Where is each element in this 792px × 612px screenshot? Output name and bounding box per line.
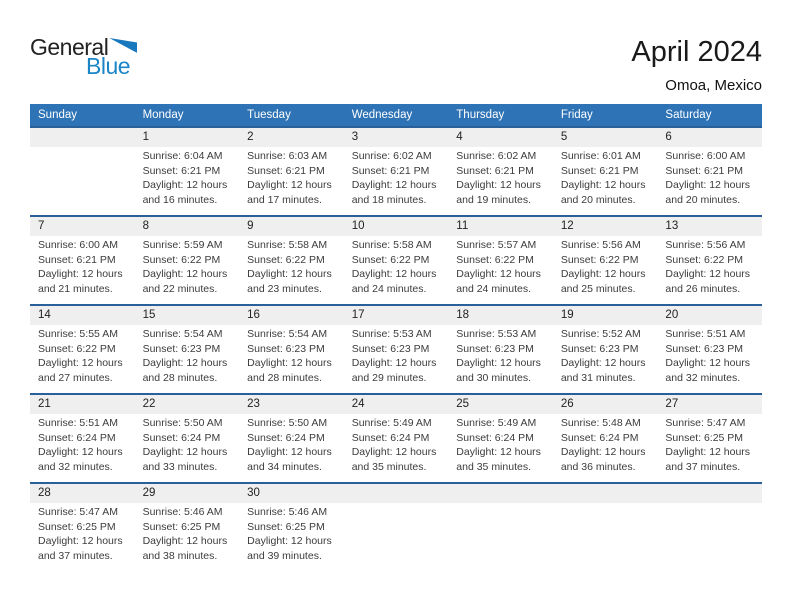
day-detail-line: Sunrise: 6:00 AM bbox=[38, 239, 118, 251]
day-cell-3 bbox=[344, 128, 449, 215]
day-cell-13 bbox=[657, 217, 762, 304]
weekday-header-friday: Friday bbox=[560, 109, 593, 121]
day-details bbox=[30, 147, 135, 215]
day-detail-line: Daylight: 12 hours bbox=[456, 357, 541, 369]
day-cell-11 bbox=[448, 217, 553, 304]
day-detail-line: Sunrise: 5:52 AM bbox=[560, 328, 641, 340]
day-detail-line: and 20 minutes. bbox=[665, 193, 741, 206]
day-cell-22 bbox=[135, 395, 240, 482]
day-cell-29 bbox=[135, 484, 240, 571]
day-detail-line: Sunset: 6:25 PM bbox=[665, 431, 744, 444]
day-cell-15 bbox=[135, 306, 240, 393]
day-detail-line: Sunset: 6:21 PM bbox=[351, 164, 430, 177]
day-details bbox=[448, 325, 553, 393]
day-details bbox=[344, 236, 449, 304]
day-number: 14 bbox=[30, 306, 135, 325]
day-detail-line: Sunset: 6:22 PM bbox=[560, 253, 639, 266]
empty-day-cell bbox=[657, 484, 762, 571]
day-detail-line: and 22 minutes. bbox=[142, 282, 218, 295]
day-detail-line: Sunrise: 6:02 AM bbox=[456, 150, 537, 162]
day-cell-20 bbox=[657, 306, 762, 393]
day-number bbox=[657, 484, 762, 503]
day-cell-12 bbox=[553, 217, 658, 304]
day-detail-line: and 27 minutes. bbox=[38, 371, 113, 384]
day-detail-line: Daylight: 12 hours bbox=[560, 357, 646, 369]
day-details bbox=[135, 503, 240, 571]
day-details bbox=[239, 236, 344, 304]
day-cell-14 bbox=[30, 306, 135, 393]
day-details bbox=[657, 503, 762, 571]
day-detail-line: and 18 minutes. bbox=[351, 193, 427, 206]
day-detail-line: Sunrise: 5:54 AM bbox=[142, 328, 223, 340]
day-detail-line: Sunset: 6:22 PM bbox=[665, 253, 744, 266]
day-detail-line: and 21 minutes. bbox=[38, 282, 113, 295]
day-detail-line: and 20 minutes. bbox=[560, 193, 636, 206]
day-detail-line: Sunrise: 5:53 AM bbox=[351, 328, 432, 340]
day-details bbox=[448, 414, 553, 482]
day-detail-line: Sunset: 6:22 PM bbox=[351, 253, 430, 266]
day-detail-line: and 17 minutes. bbox=[247, 193, 322, 206]
day-detail-line: and 30 minutes. bbox=[456, 371, 531, 384]
weekday-header-wednesday: Wednesday bbox=[351, 109, 413, 121]
title-block bbox=[631, 36, 762, 94]
day-detail-line: Sunrise: 5:56 AM bbox=[665, 239, 746, 251]
empty-day-cell bbox=[448, 484, 553, 571]
day-cell-7 bbox=[30, 217, 135, 304]
day-number bbox=[344, 484, 449, 503]
day-details bbox=[657, 325, 762, 393]
day-detail-line: Daylight: 12 hours bbox=[560, 268, 646, 280]
week-row bbox=[30, 482, 762, 571]
day-details bbox=[30, 503, 135, 571]
day-detail-line: Daylight: 12 hours bbox=[38, 535, 123, 547]
location-subtitle: Omoa, Mexico bbox=[665, 77, 762, 94]
day-number: 8 bbox=[135, 217, 240, 236]
week-row bbox=[30, 215, 762, 304]
day-detail-line: Sunrise: 6:00 AM bbox=[665, 150, 746, 162]
day-details bbox=[448, 147, 553, 215]
day-detail-line: Sunrise: 5:50 AM bbox=[247, 417, 328, 429]
day-details bbox=[30, 325, 135, 393]
day-details bbox=[553, 236, 658, 304]
day-detail-line: Sunset: 6:24 PM bbox=[247, 431, 325, 444]
day-number: 12 bbox=[553, 217, 658, 236]
day-cell-8 bbox=[135, 217, 240, 304]
day-detail-line: Sunrise: 5:51 AM bbox=[665, 328, 746, 340]
day-detail-line: and 39 minutes. bbox=[247, 549, 322, 562]
day-details bbox=[344, 503, 449, 571]
day-details bbox=[239, 147, 344, 215]
weekday-header-sunday: Sunday bbox=[38, 109, 78, 121]
day-details bbox=[30, 414, 135, 482]
day-detail-line: Sunrise: 5:54 AM bbox=[247, 328, 328, 340]
day-number bbox=[30, 128, 135, 147]
day-number: 10 bbox=[344, 217, 449, 236]
day-number: 27 bbox=[657, 395, 762, 414]
day-detail-line: Sunrise: 5:47 AM bbox=[665, 417, 746, 429]
calendar-grid bbox=[30, 104, 762, 571]
day-detail-line: and 26 minutes. bbox=[665, 282, 741, 295]
day-details bbox=[657, 414, 762, 482]
day-details bbox=[553, 147, 658, 215]
day-cell-23 bbox=[239, 395, 344, 482]
day-number: 25 bbox=[448, 395, 553, 414]
day-details bbox=[30, 236, 135, 304]
day-detail-line: Daylight: 12 hours bbox=[560, 446, 646, 458]
day-number: 19 bbox=[553, 306, 658, 325]
day-detail-line: Sunrise: 5:58 AM bbox=[351, 239, 432, 251]
day-detail-line: Sunrise: 5:51 AM bbox=[38, 417, 118, 429]
day-number: 20 bbox=[657, 306, 762, 325]
day-cell-18 bbox=[448, 306, 553, 393]
day-detail-line: Sunset: 6:21 PM bbox=[560, 164, 639, 177]
day-number: 17 bbox=[344, 306, 449, 325]
day-cell-30 bbox=[239, 484, 344, 571]
day-detail-line: and 35 minutes. bbox=[456, 460, 531, 473]
day-cell-25 bbox=[448, 395, 553, 482]
logo-text-general: General bbox=[30, 34, 109, 60]
day-cell-28 bbox=[30, 484, 135, 571]
day-detail-line: Sunrise: 5:47 AM bbox=[38, 506, 118, 518]
day-detail-line: and 16 minutes. bbox=[142, 193, 218, 206]
day-cell-4 bbox=[448, 128, 553, 215]
day-detail-line: Sunset: 6:23 PM bbox=[560, 342, 639, 355]
day-detail-line: Sunset: 6:24 PM bbox=[142, 431, 221, 444]
day-details bbox=[448, 503, 553, 571]
day-detail-line: Sunrise: 5:48 AM bbox=[560, 417, 641, 429]
day-detail-line: Daylight: 12 hours bbox=[456, 268, 541, 280]
day-detail-line: and 35 minutes. bbox=[351, 460, 427, 473]
day-detail-line: and 36 minutes. bbox=[560, 460, 636, 473]
month-title: April 2024 bbox=[631, 36, 762, 68]
day-detail-line: and 32 minutes. bbox=[38, 460, 113, 473]
week-row bbox=[30, 304, 762, 393]
weekday-header-row bbox=[30, 104, 762, 126]
day-details bbox=[553, 414, 658, 482]
day-detail-line: Sunset: 6:24 PM bbox=[560, 431, 639, 444]
general-blue-logo bbox=[30, 36, 137, 78]
day-detail-line: Sunrise: 6:04 AM bbox=[142, 150, 223, 162]
day-detail-line: Sunset: 6:24 PM bbox=[456, 431, 534, 444]
day-detail-line: Sunset: 6:21 PM bbox=[247, 164, 325, 177]
day-detail-line: Daylight: 12 hours bbox=[142, 446, 228, 458]
day-number: 18 bbox=[448, 306, 553, 325]
day-detail-line: Daylight: 12 hours bbox=[665, 446, 751, 458]
day-number: 3 bbox=[344, 128, 449, 147]
logo-triangle-icon bbox=[109, 38, 137, 53]
day-detail-line: Sunset: 6:25 PM bbox=[142, 520, 221, 533]
day-detail-line: Daylight: 12 hours bbox=[38, 357, 123, 369]
day-number: 22 bbox=[135, 395, 240, 414]
day-detail-line: Sunrise: 5:56 AM bbox=[560, 239, 641, 251]
day-detail-line: Daylight: 12 hours bbox=[560, 179, 646, 191]
day-detail-line: and 34 minutes. bbox=[247, 460, 322, 473]
day-detail-line: Daylight: 12 hours bbox=[351, 268, 437, 280]
day-number: 13 bbox=[657, 217, 762, 236]
day-detail-line: and 32 minutes. bbox=[665, 371, 741, 384]
day-detail-line: Sunset: 6:21 PM bbox=[38, 253, 116, 266]
day-detail-line: and 24 minutes. bbox=[351, 282, 427, 295]
day-cell-10 bbox=[344, 217, 449, 304]
day-number: 1 bbox=[135, 128, 240, 147]
day-detail-line: and 25 minutes. bbox=[560, 282, 636, 295]
day-number: 6 bbox=[657, 128, 762, 147]
day-number bbox=[448, 484, 553, 503]
day-detail-line: Daylight: 12 hours bbox=[142, 179, 228, 191]
day-details bbox=[239, 325, 344, 393]
day-detail-line: Sunset: 6:23 PM bbox=[142, 342, 221, 355]
day-detail-line: Sunrise: 5:57 AM bbox=[456, 239, 537, 251]
week-row bbox=[30, 126, 762, 215]
logo-text-blue: Blue bbox=[86, 53, 131, 79]
day-detail-line: Daylight: 12 hours bbox=[456, 446, 541, 458]
day-number: 28 bbox=[30, 484, 135, 503]
day-number: 21 bbox=[30, 395, 135, 414]
day-number: 30 bbox=[239, 484, 344, 503]
day-detail-line: Sunset: 6:22 PM bbox=[142, 253, 221, 266]
day-cell-5 bbox=[553, 128, 658, 215]
day-detail-line: Daylight: 12 hours bbox=[142, 535, 228, 547]
day-detail-line: Sunrise: 5:49 AM bbox=[456, 417, 537, 429]
day-detail-line: Sunset: 6:21 PM bbox=[665, 164, 744, 177]
day-detail-line: Sunrise: 6:02 AM bbox=[351, 150, 432, 162]
day-cell-26 bbox=[553, 395, 658, 482]
day-detail-line: Daylight: 12 hours bbox=[247, 179, 332, 191]
day-detail-line: Daylight: 12 hours bbox=[665, 268, 751, 280]
weekday-header-thursday: Thursday bbox=[456, 109, 505, 121]
day-number: 16 bbox=[239, 306, 344, 325]
page-header bbox=[30, 36, 762, 94]
day-cell-17 bbox=[344, 306, 449, 393]
weekday-header-saturday: Saturday bbox=[665, 109, 712, 121]
week-row bbox=[30, 393, 762, 482]
day-details bbox=[135, 414, 240, 482]
day-detail-line: Sunset: 6:25 PM bbox=[38, 520, 116, 533]
day-number: 29 bbox=[135, 484, 240, 503]
day-cell-16 bbox=[239, 306, 344, 393]
day-detail-line: Sunset: 6:24 PM bbox=[351, 431, 430, 444]
day-cell-9 bbox=[239, 217, 344, 304]
day-detail-line: Sunset: 6:21 PM bbox=[142, 164, 221, 177]
day-details bbox=[344, 147, 449, 215]
day-details bbox=[344, 325, 449, 393]
day-details bbox=[239, 503, 344, 571]
weekday-header-tuesday: Tuesday bbox=[247, 109, 291, 121]
day-details bbox=[344, 414, 449, 482]
day-detail-line: and 28 minutes. bbox=[142, 371, 218, 384]
day-detail-line: and 33 minutes. bbox=[142, 460, 218, 473]
day-detail-line: Daylight: 12 hours bbox=[351, 357, 437, 369]
day-number: 11 bbox=[448, 217, 553, 236]
day-detail-line: Sunrise: 6:03 AM bbox=[247, 150, 328, 162]
day-detail-line: Sunset: 6:25 PM bbox=[247, 520, 325, 533]
day-detail-line: and 31 minutes. bbox=[560, 371, 636, 384]
day-number: 15 bbox=[135, 306, 240, 325]
day-cell-27 bbox=[657, 395, 762, 482]
day-detail-line: and 37 minutes. bbox=[38, 549, 113, 562]
empty-day-cell bbox=[344, 484, 449, 571]
day-detail-line: Sunset: 6:21 PM bbox=[456, 164, 534, 177]
day-detail-line: Daylight: 12 hours bbox=[247, 357, 332, 369]
day-detail-line: Sunrise: 5:59 AM bbox=[142, 239, 223, 251]
day-detail-line: Sunset: 6:23 PM bbox=[351, 342, 430, 355]
day-number: 4 bbox=[448, 128, 553, 147]
day-detail-line: Sunset: 6:22 PM bbox=[38, 342, 116, 355]
day-detail-line: Daylight: 12 hours bbox=[351, 446, 437, 458]
day-detail-line: and 37 minutes. bbox=[665, 460, 741, 473]
day-detail-line: Sunrise: 6:01 AM bbox=[560, 150, 641, 162]
day-detail-line: Sunrise: 5:49 AM bbox=[351, 417, 432, 429]
day-details bbox=[239, 414, 344, 482]
day-detail-line: Sunset: 6:23 PM bbox=[456, 342, 534, 355]
day-number: 23 bbox=[239, 395, 344, 414]
day-detail-line: and 29 minutes. bbox=[351, 371, 427, 384]
day-detail-line: Sunset: 6:23 PM bbox=[665, 342, 744, 355]
empty-day-cell bbox=[30, 128, 135, 215]
day-detail-line: Daylight: 12 hours bbox=[665, 357, 751, 369]
day-detail-line: Sunset: 6:23 PM bbox=[247, 342, 325, 355]
day-detail-line: Daylight: 12 hours bbox=[456, 179, 541, 191]
day-details bbox=[657, 236, 762, 304]
day-cell-6 bbox=[657, 128, 762, 215]
empty-day-cell bbox=[553, 484, 658, 571]
day-detail-line: Sunset: 6:22 PM bbox=[456, 253, 534, 266]
day-detail-line: Daylight: 12 hours bbox=[38, 268, 123, 280]
day-details bbox=[135, 325, 240, 393]
day-number: 2 bbox=[239, 128, 344, 147]
day-number bbox=[553, 484, 658, 503]
day-detail-line: Daylight: 12 hours bbox=[351, 179, 437, 191]
day-detail-line: Daylight: 12 hours bbox=[38, 446, 123, 458]
weeks-container bbox=[30, 126, 762, 571]
day-detail-line: and 23 minutes. bbox=[247, 282, 322, 295]
day-detail-line: and 24 minutes. bbox=[456, 282, 531, 295]
day-detail-line: Sunrise: 5:53 AM bbox=[456, 328, 537, 340]
day-detail-line: Sunset: 6:24 PM bbox=[38, 431, 116, 444]
day-details bbox=[135, 147, 240, 215]
day-number: 9 bbox=[239, 217, 344, 236]
day-cell-24 bbox=[344, 395, 449, 482]
day-details bbox=[657, 147, 762, 215]
weekday-header-monday: Monday bbox=[142, 109, 184, 121]
day-cell-19 bbox=[553, 306, 658, 393]
day-detail-line: Daylight: 12 hours bbox=[665, 179, 751, 191]
day-detail-line: Daylight: 12 hours bbox=[247, 446, 332, 458]
day-cell-2 bbox=[239, 128, 344, 215]
day-detail-line: Daylight: 12 hours bbox=[142, 357, 228, 369]
day-number: 24 bbox=[344, 395, 449, 414]
day-number: 26 bbox=[553, 395, 658, 414]
day-detail-line: Sunrise: 5:58 AM bbox=[247, 239, 328, 251]
day-detail-line: Sunrise: 5:50 AM bbox=[142, 417, 223, 429]
day-number: 5 bbox=[553, 128, 658, 147]
day-details bbox=[553, 503, 658, 571]
day-detail-line: and 28 minutes. bbox=[247, 371, 322, 384]
day-details bbox=[448, 236, 553, 304]
day-detail-line: Daylight: 12 hours bbox=[142, 268, 228, 280]
day-details bbox=[553, 325, 658, 393]
day-detail-line: and 38 minutes. bbox=[142, 549, 218, 562]
day-cell-1 bbox=[135, 128, 240, 215]
day-number: 7 bbox=[30, 217, 135, 236]
day-detail-line: Daylight: 12 hours bbox=[247, 268, 332, 280]
day-detail-line: Sunrise: 5:46 AM bbox=[247, 506, 328, 518]
day-detail-line: Daylight: 12 hours bbox=[247, 535, 332, 547]
day-detail-line: Sunrise: 5:46 AM bbox=[142, 506, 223, 518]
day-cell-21 bbox=[30, 395, 135, 482]
day-details bbox=[135, 236, 240, 304]
day-detail-line: Sunset: 6:22 PM bbox=[247, 253, 325, 266]
day-detail-line: Sunrise: 5:55 AM bbox=[38, 328, 118, 340]
day-detail-line: and 19 minutes. bbox=[456, 193, 531, 206]
